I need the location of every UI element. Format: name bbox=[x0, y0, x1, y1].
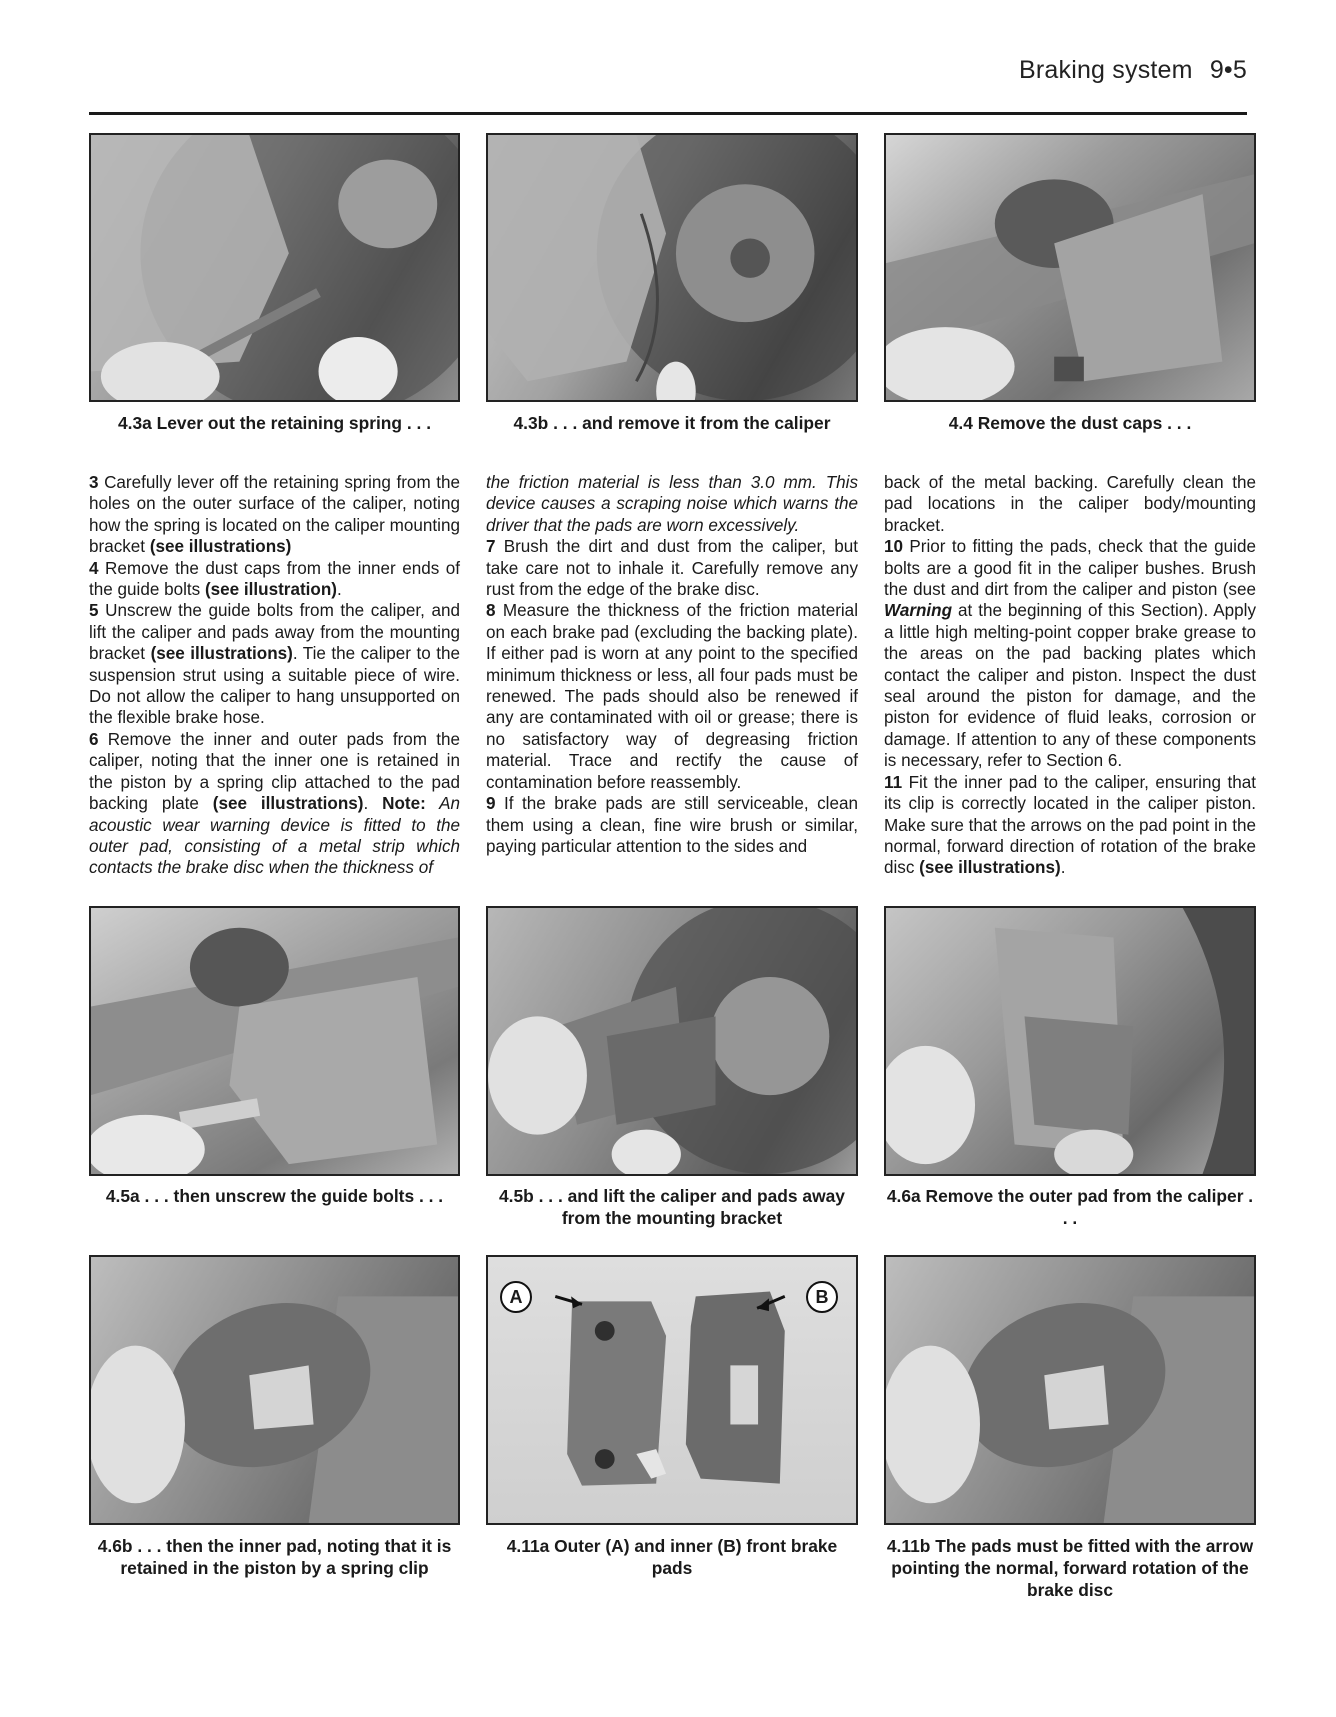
section-title: Braking system bbox=[1018, 56, 1193, 84]
paragraph-6: 6 Remove the inner and outer pads from the caliper, noting that the inner one is retained in the piston by a spring clip attached to the pad backing plate (see illustrations). Note: An acoustic wear warning device is fitted to the outer pad, consisting of a metal strip which contacts the brake disc when the thickness of bbox=[89, 729, 461, 878]
photo-4-6a bbox=[884, 906, 1256, 1176]
paragraph-11: 11 Fit the inner pad to the caliper, ensuring that its clip is correctly located in the caliper piston. Make sure that the arrows on the pad point in the normal, forward direction of rotation of the brake disc (see illustrations). bbox=[884, 772, 1256, 878]
photo-4-5b bbox=[486, 906, 858, 1176]
running-header bbox=[1019, 56, 1247, 85]
photo-4-11b bbox=[884, 1255, 1256, 1525]
caption-4-11a: 4.11a Outer (A) and inner (B) front brake pads bbox=[506, 1536, 838, 1578]
caption-4-6a: 4.6a Remove the outer pad from the caliper . . . bbox=[886, 1186, 1254, 1228]
photo-4-6b bbox=[89, 1255, 460, 1525]
text-column-3 bbox=[884, 472, 1256, 879]
photo-4-3a bbox=[89, 133, 460, 402]
paragraph-4: 4 Remove the dust caps from the inner ends of the guide bolts (see illustration). bbox=[89, 558, 460, 600]
photo-4-5a bbox=[89, 906, 460, 1176]
label-b-marker: B bbox=[806, 1281, 838, 1313]
page-number: 9•5 bbox=[1209, 56, 1247, 84]
paragraph-7: 7 Brush the dirt and dust from the caliper, but take care not to inhale it. Carefully remove any rust from the edge of the brake disc. bbox=[486, 537, 858, 600]
text-column-2 bbox=[486, 472, 858, 857]
photo-4-3b bbox=[486, 133, 858, 402]
label-a-marker: A bbox=[500, 1281, 532, 1313]
caption-4-11b: 4.11b The pads must be fitted with the arrow pointing the normal, forward rotation of the brake disc bbox=[886, 1536, 1254, 1600]
caption-4-5b: 4.5b . . . and lift the caliper and pads away from the mounting bracket bbox=[499, 1186, 845, 1228]
paragraph-10: 10 Prior to fitting the pads, check that the guide bolts are a good fit in the caliper bushes. Brush the dust and dirt from the caliper and piston (see Warning at the beginning of this Section). Apply a little high melting-point copper brake grease to the areas on the pad backing plates which contact the caliper and piston. Inspect the dust seal around the piston for damage, and the piston for evidence of fluid leaks, corrosion or damage. If attention to any of these components is necessary, refer to Section 6. bbox=[884, 537, 1256, 771]
paragraph-9: 9 If the brake pads are still serviceable, clean them using a clean, fine wire brush or similar, paying particular attention to the sides and bbox=[486, 794, 858, 856]
caption-4-3b: 4.3b . . . and remove it from the caliper bbox=[513, 413, 831, 433]
header-rule bbox=[89, 112, 1247, 115]
caption-4-5a: 4.5a . . . then unscrew the guide bolts . . . bbox=[105, 1186, 444, 1206]
paragraph-6-continued: the friction material is less than 3.0 mm. This device causes a scraping noise which warns the driver that the pads are worn excessively. bbox=[486, 473, 858, 535]
caption-4-6b: 4.6b . . . then the inner pad, noting that it is retained in the piston by a spring clip bbox=[97, 1536, 452, 1578]
photo-4-4 bbox=[884, 133, 1256, 402]
paragraph-9-continued: back of the metal backing. Carefully clean the pad locations in the caliper body/mounting bracket. bbox=[884, 473, 1256, 535]
paragraph-3: 3 Carefully lever off the retaining spring from the holes on the outer surface of the caliper, noting how the spring is located on the caliper mounting bracket (see illustrations) bbox=[89, 473, 460, 557]
photo-4-11a bbox=[486, 1255, 858, 1525]
paragraph-5: 5 Unscrew the guide bolts from the caliper, and lift the caliper and pads away from the mounting bracket (see illustrations). Tie the caliper to the suspension strut using a suitable piece of wire. Do not allow the caliper to hang unsupported on the flexible brake hose. bbox=[89, 601, 460, 728]
caption-4-3a: 4.3a Lever out the retaining spring . . . bbox=[117, 413, 432, 433]
caption-4-4: 4.4 Remove the dust caps . . . bbox=[948, 413, 1192, 433]
paragraph-8: 8 Measure the thickness of the friction material on each brake pad (excluding the backing plate). If either pad is worn at any point to the specified minimum thickness or less, all four pads must be renewed. The pads should also be renewed if any are contaminated with oil or grease; there is no satisfactory way of degreasing friction material. Trace and rectify the cause of contamination before reassembly. bbox=[486, 601, 858, 792]
text-column-1 bbox=[89, 472, 460, 879]
